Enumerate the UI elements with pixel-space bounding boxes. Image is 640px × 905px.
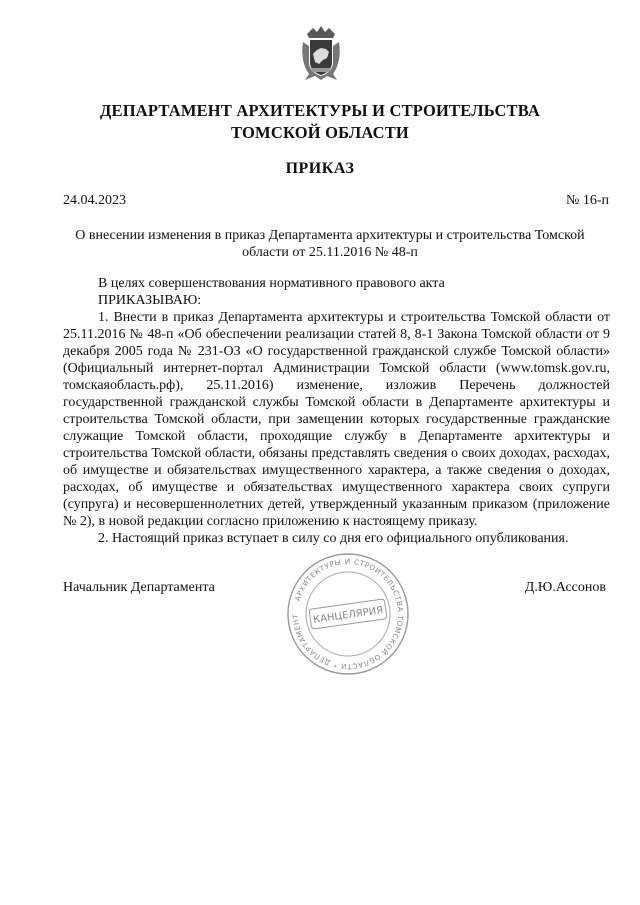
order-item-2: 2. Настоящий приказ вступает в силу со дня его официального опубликования. [98, 531, 569, 546]
preamble: В целях совершенствования нормативного правового акта [98, 276, 445, 291]
document-body [63, 275, 610, 547]
coat-of-arms-icon [299, 24, 343, 82]
svg-text:АРХИТЕКТУРЫ И СТРОИТЕЛЬСТВА ТО: АРХИТЕКТУРЫ И СТРОИТЕЛЬСТВА ТОМСКОЙ ОБЛАСТИ * ДЕПАРТАМЕНТ [290, 556, 406, 672]
order-word: ПРИКАЗЫВАЮ: [98, 293, 202, 308]
document-subject [70, 227, 590, 261]
document-type: ПРИКАЗ [285, 160, 355, 177]
subject-line1: О внесении изменения в приказ Департамента архитектуры и строительства Томской [75, 228, 585, 243]
organization-name-line1: ДЕПАРТАМЕНТ АРХИТЕКТУРЫ И СТРОИТЕЛЬСТВА [99, 101, 541, 120]
subject-line2: области от 25.11.2016 № 48-п [242, 245, 418, 260]
office-stamp [286, 552, 410, 676]
order-item-1: 1. Внести в приказ Департамента архитектуры и строительства Томской области от 25.11.2016 № 48-п «Об обеспечении реализации статей 8, 8-1 Закона Томской области от 9 декабря 2005 года № 231-ОЗ «О государственной гражданской службе Томской области» (Официальный интернет-портал Администрации Томской области (www.tomsk.gov.ru, томскаяобласть.рф), 25.11.2016) изменение, изложив Перечень должностей государственной гражданской службы Томской области в Департаменте архитектуры и строительства Томской области, при замещении которых государственные гражданские служащие Томской области, проходящие службу в Департаменте архитектуры и строительства Томской области, обязаны представлять сведения о своих доходах, расходах, об имуществе и обязательствах имущественного характера, а также сведения о доходах, расходах, об имуществе и обязательствах имущественного характера своих супруги (супруга) и несовершеннолетних детей, утвержденный указанным приказом (приложение № 2), в новой редакции согласно приложению к настоящему приказу. [63, 310, 610, 529]
signatory-name: Д.Ю.Ассонов [524, 580, 606, 595]
organization-name-line2: ТОМСКОЙ ОБЛАСТИ [231, 123, 409, 142]
document-date: 24.04.2023 [63, 193, 126, 208]
svg-text:КАНЦЕЛЯРИЯ: КАНЦЕЛЯРИЯ [312, 605, 384, 626]
signatory-title: Начальник Департамента [63, 580, 215, 595]
document-number: № 16-п [565, 193, 609, 208]
